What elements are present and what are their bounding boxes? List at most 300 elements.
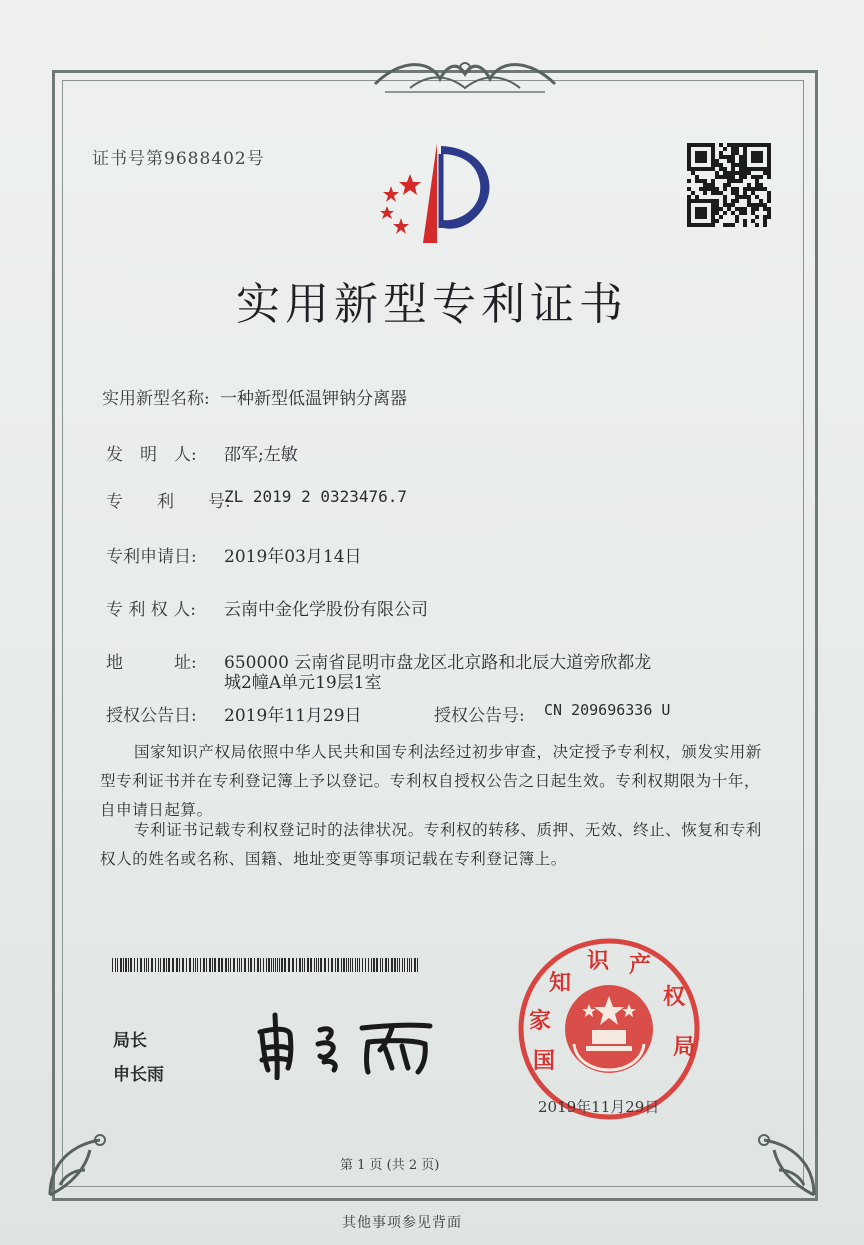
qr-module — [739, 143, 743, 147]
qr-module — [739, 175, 743, 179]
qr-module — [747, 167, 751, 171]
name-label: 实用新型名称: — [102, 389, 210, 409]
qr-module — [735, 187, 739, 191]
qr-module — [703, 191, 707, 195]
qr-module — [731, 167, 735, 171]
inventor-value: 邵军;左敏 — [224, 445, 298, 465]
qr-module — [695, 199, 699, 203]
qr-module — [731, 151, 735, 155]
qr-module — [735, 199, 739, 203]
qr-module — [739, 167, 743, 171]
qr-module — [719, 175, 723, 179]
footer-note: 其他事项参见背面 — [342, 1215, 462, 1231]
qr-module — [723, 199, 727, 203]
qr-module — [747, 195, 751, 199]
qr-module — [731, 175, 735, 179]
qr-module — [699, 223, 703, 227]
qr-module — [691, 167, 695, 171]
qr-module — [743, 147, 747, 151]
qr-module — [763, 223, 767, 227]
qr-module — [755, 203, 759, 207]
barcode-bar — [244, 958, 246, 972]
qr-module — [743, 175, 747, 179]
address-line-2: 城2幢A单元19层1室 — [224, 673, 382, 693]
qr-module — [767, 191, 771, 195]
barcode-bar — [299, 958, 301, 972]
qr-module — [735, 143, 739, 147]
barcode-bar — [218, 958, 220, 972]
qr-module — [711, 167, 715, 171]
qr-module — [767, 159, 771, 163]
barcode-bar — [314, 958, 315, 972]
qr-module — [743, 187, 747, 191]
qr-module — [695, 215, 699, 219]
qr-module — [767, 143, 771, 147]
qr-module — [703, 179, 707, 183]
qr-module — [755, 183, 759, 187]
qr-module — [759, 203, 763, 207]
qr-module — [711, 179, 715, 183]
top-ornament — [370, 54, 560, 100]
qr-module — [767, 167, 771, 171]
barcode-bar — [172, 958, 174, 972]
qr-module — [715, 163, 719, 167]
qr-module — [731, 155, 735, 159]
qr-module — [711, 187, 715, 191]
barcode-bar — [233, 958, 235, 972]
qr-module — [767, 215, 771, 219]
barcode-bar — [228, 958, 229, 972]
qr-module — [687, 187, 691, 191]
address-label: 地 址: — [106, 653, 197, 673]
barcode-bar — [328, 958, 329, 972]
qr-module — [751, 203, 755, 207]
qr-module — [687, 199, 691, 203]
qr-module — [755, 215, 759, 219]
barcode-bar — [257, 958, 259, 972]
qr-module — [687, 223, 691, 227]
qr-module — [763, 143, 767, 147]
barcode-bar — [230, 958, 231, 972]
qr-module — [719, 155, 723, 159]
qr-module — [743, 219, 747, 223]
qr-module — [723, 203, 727, 207]
filing-date-value: 2019年03月14日 — [224, 547, 362, 567]
qr-module — [739, 207, 743, 211]
qr-module — [755, 175, 759, 179]
qr-module — [687, 163, 691, 167]
seal-char-1: 国 — [533, 1049, 556, 1074]
barcode-bar — [288, 958, 290, 972]
qr-module — [687, 195, 691, 199]
barcode-bar — [402, 958, 403, 972]
barcode-bar — [279, 958, 280, 972]
qr-module — [723, 155, 727, 159]
qr-module — [695, 179, 699, 183]
qr-module — [767, 207, 771, 211]
qr-module — [723, 195, 727, 199]
qr-module — [711, 203, 715, 207]
qr-module — [723, 187, 727, 191]
qr-module — [687, 143, 691, 147]
qr-module — [755, 151, 759, 155]
qr-module — [703, 151, 707, 155]
qr-module — [743, 207, 747, 211]
qr-module — [751, 207, 755, 211]
barcode-bar — [241, 958, 242, 972]
barcode-bar — [352, 958, 353, 972]
qr-module — [739, 155, 743, 159]
barcode-bar — [214, 958, 216, 972]
qr-module — [747, 187, 751, 191]
qr-module — [751, 155, 755, 159]
barcode-bar — [341, 958, 342, 972]
barcode-bar — [304, 958, 305, 972]
qr-module — [711, 155, 715, 159]
qr-module — [751, 175, 755, 179]
qr-module — [727, 159, 731, 163]
qr-module — [727, 179, 731, 183]
qr-module — [699, 199, 703, 203]
qr-module — [727, 207, 731, 211]
barcode-bar — [148, 958, 149, 972]
barcode-bar — [275, 958, 276, 972]
qr-module — [767, 195, 771, 199]
qr-module — [763, 207, 767, 211]
barcode-bar — [144, 958, 145, 972]
barcode-bar — [120, 958, 122, 972]
qr-module — [731, 199, 735, 203]
qr-module — [731, 179, 735, 183]
barcode-bar — [318, 958, 319, 972]
qr-module — [695, 159, 699, 163]
statement-paragraph-2: 专利证书记载专利权登记时的法律状况。专利权的转移、质押、无效、终止、恢复和专利权人的姓名或名称、国籍、地址变更等事项记载在专利登记簿上。 — [100, 821, 762, 868]
qr-module — [759, 151, 763, 155]
qr-module — [735, 147, 739, 151]
qr-module — [695, 223, 699, 227]
barcode-bar — [320, 958, 322, 972]
qr-module — [735, 163, 739, 167]
qr-module — [687, 159, 691, 163]
qr-module — [739, 195, 743, 199]
qr-module — [767, 163, 771, 167]
qr-module — [695, 195, 699, 199]
qr-module — [711, 215, 715, 219]
qr-module — [731, 159, 735, 163]
qr-module — [715, 175, 719, 179]
barcode-bar — [417, 958, 418, 972]
corner-ornament-bottom-right — [744, 1125, 824, 1205]
qr-module — [711, 191, 715, 195]
qr-module — [699, 159, 703, 163]
qr-module — [711, 219, 715, 223]
qr-module — [711, 151, 715, 155]
qr-module — [755, 143, 759, 147]
barcode-bar — [376, 958, 378, 972]
barcode-bar — [186, 958, 187, 972]
barcode-bar — [385, 958, 387, 972]
barcode-bar — [134, 958, 135, 972]
qr-module — [751, 151, 755, 155]
qr-module — [703, 199, 707, 203]
qr-module — [715, 191, 719, 195]
qr-module — [755, 195, 759, 199]
barcode-bar — [248, 958, 249, 972]
qr-module — [687, 151, 691, 155]
inventor-label: 发 明 人: — [106, 445, 197, 465]
page-indicator: 第 1 页 (共 2 页) — [340, 1158, 440, 1173]
qr-module — [691, 223, 695, 227]
qr-module — [711, 147, 715, 151]
qr-module — [715, 219, 719, 223]
qr-module — [743, 223, 747, 227]
barcode-bar — [307, 958, 309, 972]
qr-module — [703, 215, 707, 219]
qr-module — [695, 167, 699, 171]
barcode-bar — [292, 958, 294, 972]
barcode-bar — [414, 958, 416, 972]
qr-module — [747, 171, 751, 175]
qr-module — [695, 155, 699, 159]
qr-module — [699, 215, 703, 219]
qr-module — [767, 175, 771, 179]
qr-module — [763, 171, 767, 175]
barcode-bar — [343, 958, 345, 972]
qr-module — [719, 151, 723, 155]
barcode-bar — [331, 958, 333, 972]
qr-module — [751, 219, 755, 223]
qr-module — [755, 155, 759, 159]
qr-module — [731, 187, 735, 191]
qr-module — [715, 211, 719, 215]
barcode-bar — [176, 958, 178, 972]
barcode-bar — [209, 958, 211, 972]
qr-module — [747, 183, 751, 187]
qr-module — [699, 143, 703, 147]
qr-module — [695, 175, 699, 179]
barcode-bar — [137, 958, 138, 972]
qr-module — [719, 207, 723, 211]
qr-module — [743, 211, 747, 215]
qr-module — [711, 163, 715, 167]
qr-module — [707, 167, 711, 171]
qr-module — [763, 219, 767, 223]
qr-module — [711, 223, 715, 227]
qr-module — [723, 211, 727, 215]
barcode-bar — [302, 958, 303, 972]
qr-module — [715, 187, 719, 191]
barcode-bar — [365, 958, 366, 972]
director-title: 局长 — [113, 1031, 147, 1051]
qr-module — [727, 223, 731, 227]
qr-module — [759, 183, 763, 187]
qr-module — [715, 199, 719, 203]
qr-module — [759, 187, 763, 191]
qr-module — [755, 159, 759, 163]
qr-module — [695, 151, 699, 155]
barcode-bar — [237, 958, 238, 972]
qr-module — [719, 143, 723, 147]
qr-module — [767, 171, 771, 175]
grant-number-value: CN 209696336 U — [544, 701, 671, 719]
qr-module — [703, 183, 707, 187]
qr-module — [719, 167, 723, 171]
director-name: 申长雨 — [113, 1065, 164, 1085]
qr-module — [715, 207, 719, 211]
barcode-bar — [296, 958, 297, 972]
qr-module — [727, 155, 731, 159]
qr-module — [743, 155, 747, 159]
barcode-bar — [409, 958, 410, 972]
qr-module — [735, 219, 739, 223]
grant-date-label: 授权公告日: — [106, 706, 197, 726]
patentee-label: 专 利 权 人: — [106, 600, 196, 620]
qr-module — [751, 211, 755, 215]
qr-module — [699, 155, 703, 159]
barcode-bar — [239, 958, 240, 972]
qr-module — [755, 187, 759, 191]
barcode-bar — [391, 958, 393, 972]
address-line-1: 650000 云南省昆明市盘龙区北京路和北辰大道旁欣都龙 — [224, 653, 652, 673]
barcode-bar — [281, 958, 283, 972]
qr-module — [759, 155, 763, 159]
qr-module — [743, 159, 747, 163]
qr-module — [711, 183, 715, 187]
qr-module — [711, 207, 715, 211]
qr-module — [759, 159, 763, 163]
filing-date-label: 专利申请日: — [106, 547, 197, 567]
qr-module — [727, 175, 731, 179]
barcode-bar — [179, 958, 180, 972]
barcode-bar — [407, 958, 408, 972]
qr-module — [739, 211, 743, 215]
qr-module — [699, 207, 703, 211]
barcode-bar — [346, 958, 347, 972]
qr-module — [723, 167, 727, 171]
qr-module — [691, 191, 695, 195]
qr-module — [747, 143, 751, 147]
barcode-bar — [335, 958, 336, 972]
qr-module — [687, 207, 691, 211]
barcode-bar — [125, 958, 127, 972]
qr-module — [743, 195, 747, 199]
qr-module — [687, 155, 691, 159]
qr-module — [731, 147, 735, 151]
qr-module — [723, 183, 727, 187]
barcode-bar — [348, 958, 349, 972]
barcode-bar — [200, 958, 201, 972]
qr-module — [739, 171, 743, 175]
qr-module — [755, 223, 759, 227]
qr-module — [743, 151, 747, 155]
qr-module — [755, 179, 759, 183]
seal-char-6: 权 — [663, 985, 686, 1010]
qr-module — [759, 199, 763, 203]
barcode-bar — [355, 958, 356, 972]
barcode-bar — [221, 958, 223, 972]
qr-module — [691, 143, 695, 147]
qr-module — [743, 163, 747, 167]
qr-module — [735, 179, 739, 183]
qr-module — [711, 159, 715, 163]
seal-char-7: 局 — [673, 1035, 696, 1060]
qr-module — [727, 183, 731, 187]
qr-module — [703, 207, 707, 211]
qr-module — [691, 199, 695, 203]
qr-module — [759, 143, 763, 147]
qr-module — [731, 143, 735, 147]
qr-module — [735, 207, 739, 211]
qr-module — [763, 215, 767, 219]
barcode-bar — [112, 958, 113, 972]
qr-module — [743, 167, 747, 171]
barcode-bar — [140, 958, 142, 972]
qr-module — [715, 171, 719, 175]
qr-module — [759, 175, 763, 179]
patent-number-value: ZL 2019 2 0323476.7 — [224, 487, 408, 506]
barcode-bar — [193, 958, 194, 972]
barcode-bar — [250, 958, 252, 972]
qr-module — [715, 159, 719, 163]
barcode-bar — [155, 958, 156, 972]
barcode-bar — [388, 958, 389, 972]
qr-module — [731, 171, 735, 175]
qr-module — [703, 223, 707, 227]
qr-module — [687, 219, 691, 223]
qr-module — [687, 215, 691, 219]
barcode-bar — [411, 958, 412, 972]
barcode-bar — [195, 958, 196, 972]
grant-date-value: 2019年11月29日 — [224, 706, 362, 726]
barcode-bar — [277, 958, 278, 972]
seal-char-5: 产 — [629, 953, 652, 978]
statement-paragraph-1: 国家知识产权局依照中华人民共和国专利法经过初步审查，决定授予专利权，颁发实用新型专利证书并在专利登记簿上予以登记。专利权自授权公告之日起生效。专利权期限为十年，自申请日起算。 — [100, 743, 762, 819]
barcode-bar — [206, 958, 207, 972]
qr-module — [731, 191, 735, 195]
qr-module — [723, 223, 727, 227]
qr-module — [719, 191, 723, 195]
seal-char-2: 家 — [529, 1009, 552, 1034]
qr-module — [707, 199, 711, 203]
qr-module — [735, 195, 739, 199]
barcode-bar — [166, 958, 167, 972]
seal-char-3: 知 — [549, 971, 572, 996]
barcode-bar — [203, 958, 205, 972]
qr-module — [723, 147, 727, 151]
patent-number-label: 专 利 号: — [106, 492, 231, 512]
qr-module — [747, 203, 751, 207]
barcode-bar — [225, 958, 227, 972]
barcode-bar — [115, 958, 116, 972]
cnipa-logo-icon — [365, 138, 505, 248]
qr-module — [743, 191, 747, 195]
barcode-bar — [117, 958, 118, 972]
qr-module — [751, 143, 755, 147]
qr-code-icon — [686, 142, 772, 228]
barcode-bar — [197, 958, 198, 972]
barcode-bar — [128, 958, 129, 972]
barcode-bar — [316, 958, 317, 972]
qr-module — [695, 211, 699, 215]
qr-module — [751, 187, 755, 191]
barcode-bar — [362, 958, 363, 972]
qr-module — [723, 171, 727, 175]
barcode-bar — [273, 958, 274, 972]
barcode-bar — [123, 958, 124, 972]
qr-module — [687, 167, 691, 171]
qr-module — [739, 159, 743, 163]
qr-module — [731, 163, 735, 167]
